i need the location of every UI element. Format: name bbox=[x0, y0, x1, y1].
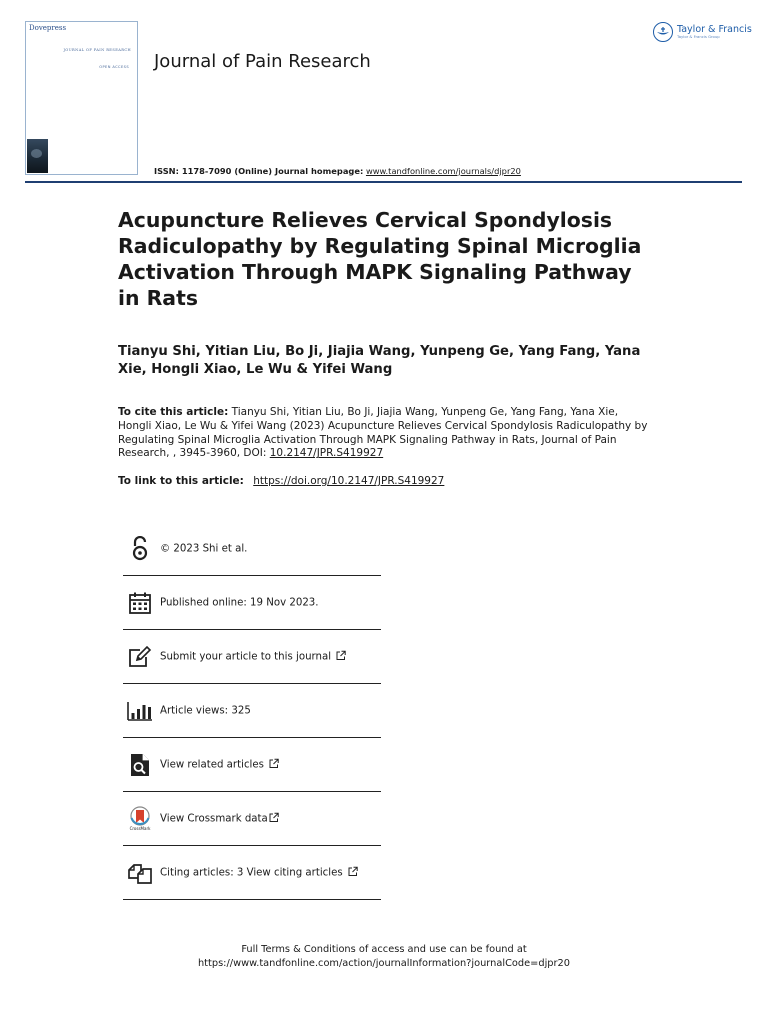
article-metadata-list bbox=[123, 522, 381, 900]
cover-access-caption: OPEN ACCESS bbox=[99, 65, 129, 69]
footer-terms-link[interactable]: https://www.tandfonline.com/action/journalInformation?journalCode=djpr20 bbox=[197, 958, 571, 969]
views-row bbox=[123, 684, 381, 737]
external-link-icon bbox=[269, 812, 279, 825]
external-link-icon bbox=[348, 866, 358, 879]
doi-link[interactable]: 10.2147/JPR.S419927 bbox=[269, 447, 384, 460]
journal-homepage-link[interactable]: www.tandfonline.com/journals/djpr20 bbox=[365, 166, 521, 176]
calendar-icon bbox=[127, 590, 153, 616]
bar-chart-icon bbox=[127, 698, 153, 724]
publisher-logo-name: Taylor & Francis bbox=[677, 23, 752, 35]
citing-pages-icon bbox=[127, 860, 153, 886]
citation-block bbox=[118, 406, 648, 461]
license-text: © 2023 Shi et al. bbox=[160, 543, 248, 554]
header-divider bbox=[25, 181, 742, 183]
journal-cover-image bbox=[25, 21, 138, 175]
cite-label: To cite this article: bbox=[118, 406, 229, 418]
crossmark-icon bbox=[127, 806, 153, 832]
edit-icon bbox=[127, 644, 153, 670]
related-articles-link[interactable]: View related articles bbox=[160, 759, 264, 770]
open-access-icon bbox=[127, 536, 153, 562]
cite-text: Tianyu Shi, Yitian Liu, Bo Ji, Jiajia Wang, Yunpeng Ge, Yang Fang, Yana Xie, Hongli Xiao, Le Wu & Yifei Wang (2023) Acupuncture Relieves Cervical Spondylosis Radiculopathy by Regulating Spinal Microglia Activation Through MAPK Signaling Pathway in Rats, Journal of Pain Research, , 3945-3960, DOI: bbox=[118, 406, 648, 460]
link-label: To link to this article: bbox=[118, 475, 244, 487]
article-title: Acupuncture Relieves Cervical Spondylosis Radiculopathy by Regulating Spinal Microglia Activation Through MAPK Signaling Pathway in Rats bbox=[118, 208, 642, 310]
crossmark-row[interactable] bbox=[123, 792, 381, 845]
publisher-logo-sub: Taylor & Francis Group bbox=[677, 34, 720, 40]
publisher-logo[interactable] bbox=[653, 22, 752, 42]
submit-row[interactable] bbox=[123, 630, 381, 683]
submit-article-link[interactable]: Submit your article to this journal bbox=[160, 651, 332, 662]
external-link-icon bbox=[336, 650, 346, 663]
cover-thumbnail bbox=[27, 139, 48, 173]
article-link-line bbox=[118, 475, 444, 487]
article-authors: Tianyu Shi, Yitian Liu, Bo Ji, Jiajia Wang, Yunpeng Ge, Yang Fang, Yana Xie, Hongli Xiao, Le Wu & Yifei Wang bbox=[118, 344, 641, 377]
crossmark-data-link[interactable]: View Crossmark data bbox=[160, 813, 268, 824]
cover-journal-caption: JOURNAL OF PAIN RESEARCH bbox=[63, 48, 131, 52]
crossmark-logo-text: CrossMark bbox=[129, 826, 151, 831]
citing-articles-link[interactable]: Citing articles: 3 View citing articles bbox=[160, 867, 343, 878]
issn-line bbox=[154, 166, 521, 176]
cover-publisher: Dovepress bbox=[29, 24, 67, 32]
published-row bbox=[123, 576, 381, 629]
views-text: Article views: 325 bbox=[160, 705, 251, 716]
divider bbox=[123, 899, 381, 900]
citing-row[interactable] bbox=[123, 846, 381, 899]
footer-terms bbox=[0, 943, 768, 971]
related-row[interactable] bbox=[123, 738, 381, 791]
article-doi-url[interactable]: https://doi.org/10.2147/JPR.S419927 bbox=[253, 475, 445, 487]
published-text: Published online: 19 Nov 2023. bbox=[160, 597, 319, 608]
issn-label: ISSN: 1178-7090 (Online) Journal homepage: bbox=[154, 166, 364, 176]
external-link-icon bbox=[269, 758, 279, 771]
footer-line-1: Full Terms & Conditions of access and use can be found at bbox=[241, 944, 527, 955]
license-row bbox=[123, 522, 381, 575]
journal-title: Journal of Pain Research bbox=[154, 51, 371, 72]
taylor-francis-icon bbox=[653, 22, 673, 42]
related-search-icon bbox=[127, 752, 153, 778]
